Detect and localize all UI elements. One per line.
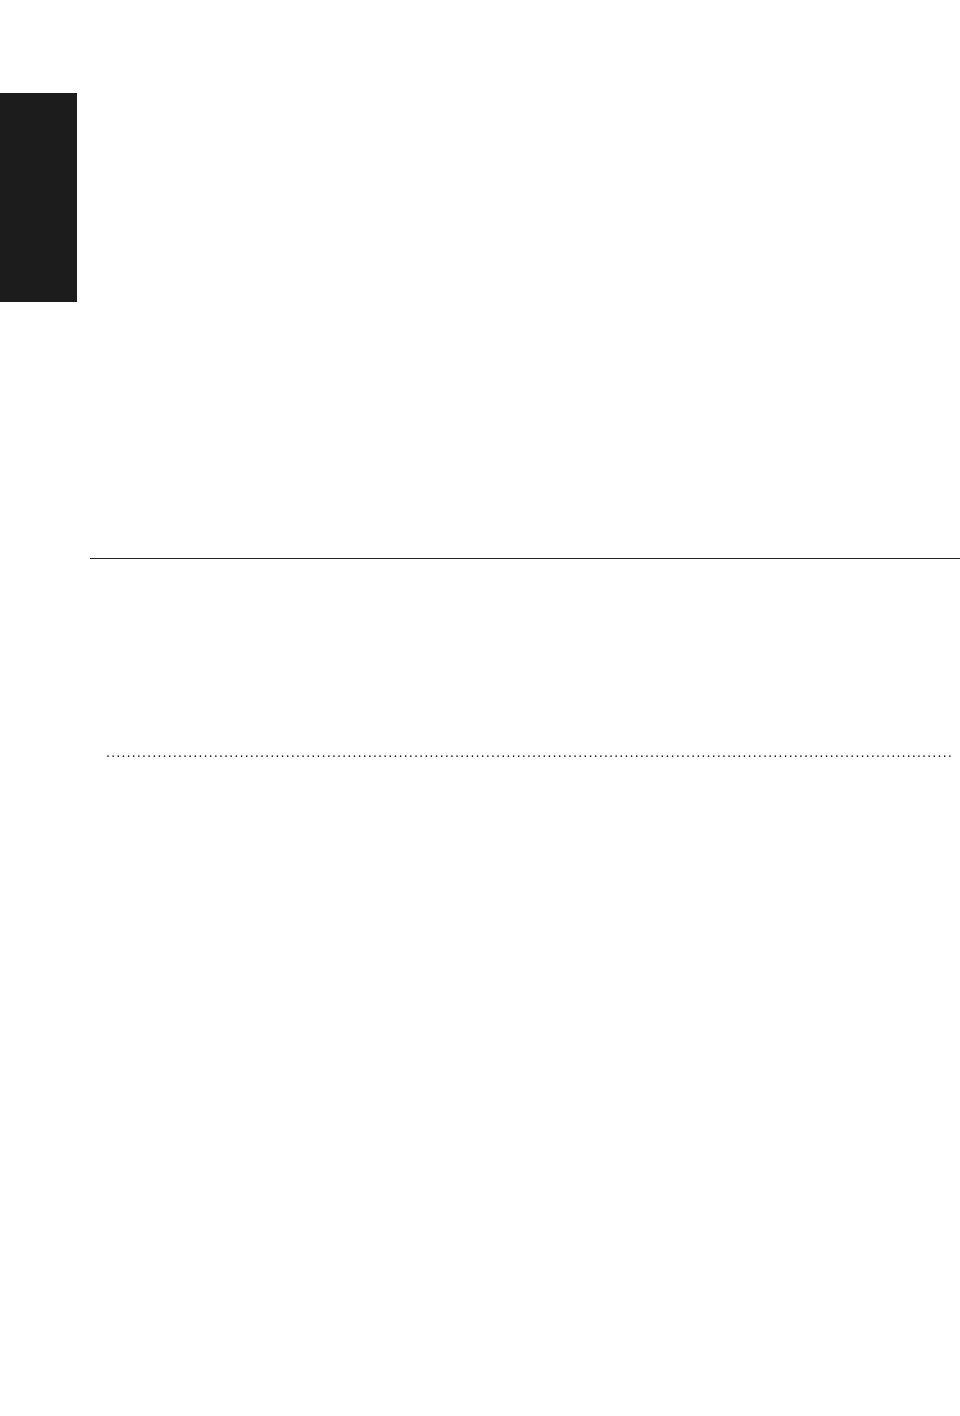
adult-note-row bbox=[90, 742, 955, 767]
caption-general bbox=[90, 566, 955, 591]
adult-title bbox=[90, 717, 955, 742]
caption-basic bbox=[90, 675, 955, 700]
leader-dots bbox=[106, 742, 953, 767]
section-title bbox=[90, 518, 960, 559]
adult-block bbox=[90, 717, 955, 766]
caption-basic-block bbox=[90, 675, 955, 700]
caption-general-block bbox=[90, 566, 955, 591]
section-tab bbox=[0, 93, 77, 302]
